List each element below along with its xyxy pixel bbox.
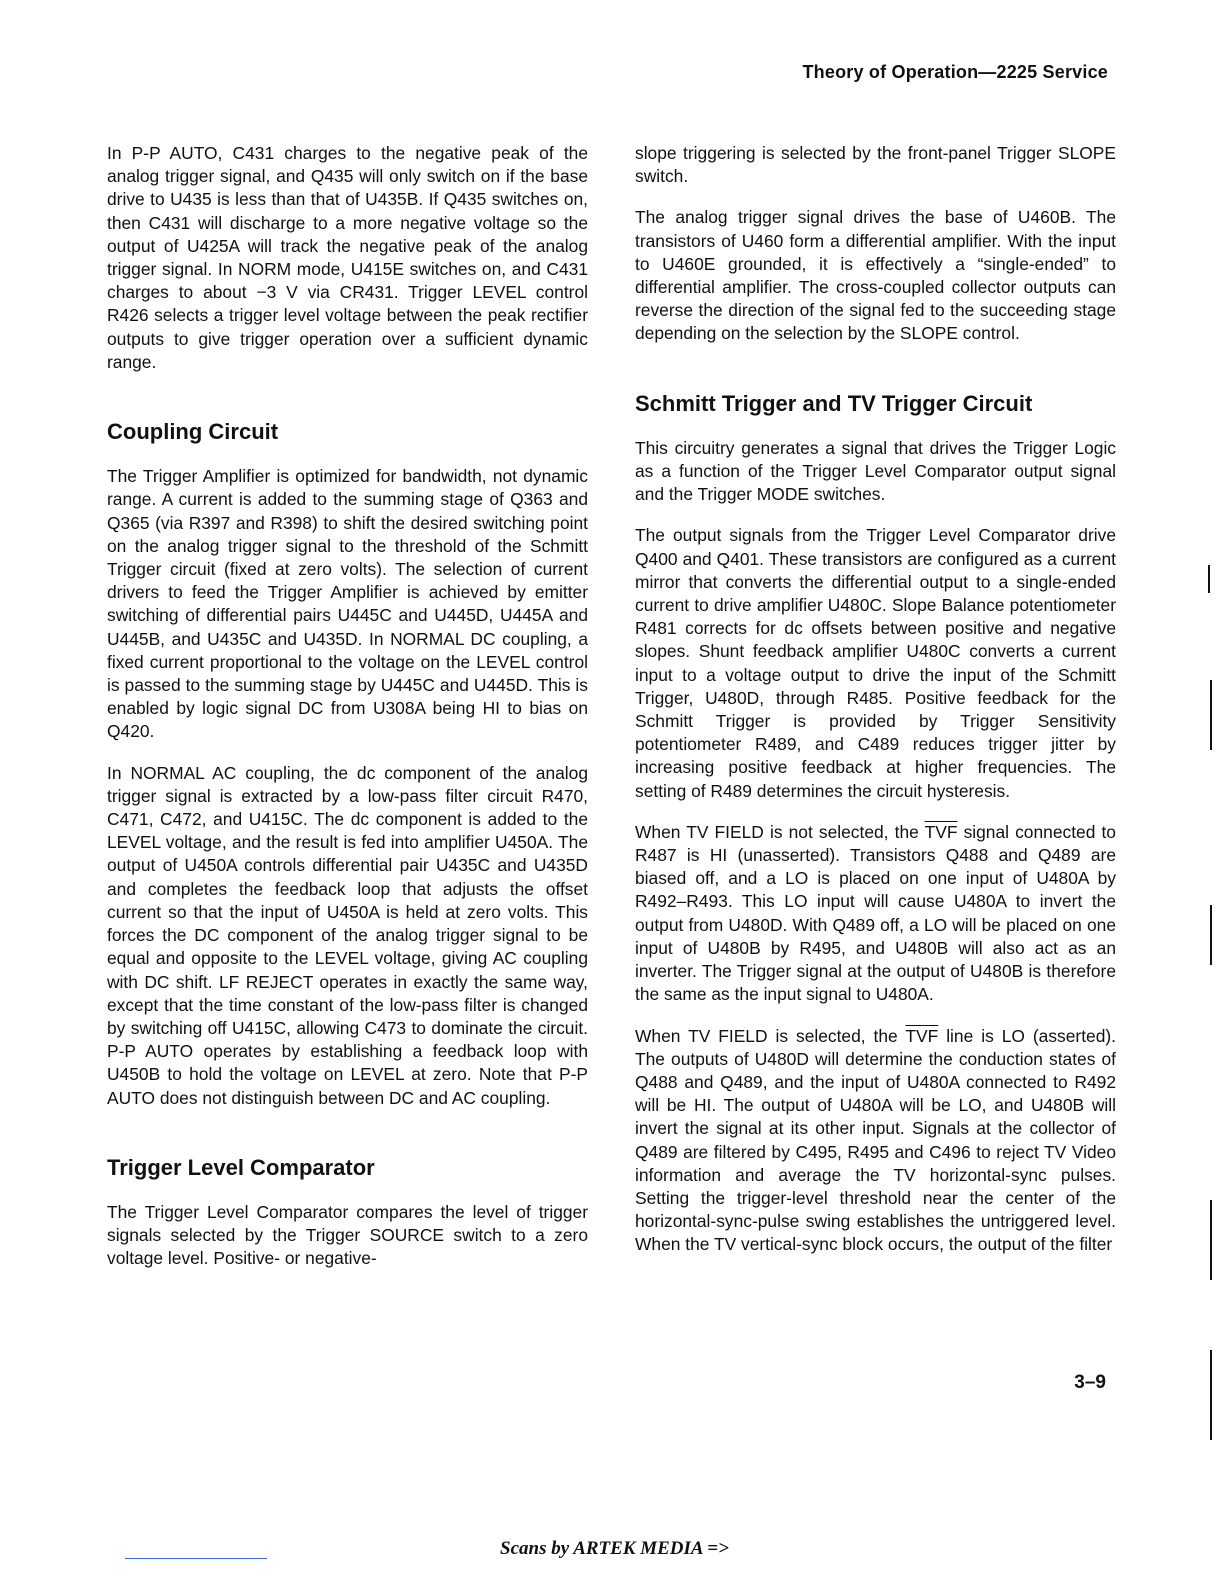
running-header-title: Theory of Operation—2225 Service <box>802 62 1108 82</box>
tv-field-paragraph-1 <box>635 821 1116 1007</box>
tv-field-p2-end: line is LO (asserted). The outputs of U480D will determine the conduction states of Q488 and Q489, and the input of U480A connected to R492 will be HI. The output of U480A will be LO, and U480B will invert the signal at its other input. Signals at the collector of Q489 are filtered by C495, R495 and C496 to reject TV Video information and average the TV horizontal-sync pulses. Setting the trigger-level threshold near the center of the horizontal-sync-pulse swing establishes the untriggered level. When the TV vertical-sync block occurs, the output of the filter <box>635 1025 1116 1255</box>
coupling-paragraph-1: The Trigger Amplifier is optimized for bandwidth, not dynamic range. A current is added to the summing stage of Q363 and Q365 (via R397 and R398) to shift the desired switching point on the analog trigger signal to the threshold of the Schmitt Trigger circuit (fixed at zero volts). The selection of current drivers to feed the Trigger Amplifier is achieved by emitter switching of differential pairs U445C and U445D, U445A and U445B, and U435C and U435D. In NORMAL DC coupling, a fixed current proportional to the voltage on the LEVEL control is passed to the summing stage by U445C and U445D. This is enabled by logic signal DC from U308A being HI to bias on Q420. <box>107 466 588 742</box>
schmitt-paragraph-1: This circuitry generates a signal that drives the Trigger Logic as a function of the Trigger Level Comparator output signal and the Trigger MODE switches. <box>635 437 1116 505</box>
page-number: 3–9 <box>1074 1372 1106 1393</box>
slope-continuation-paragraph: slope triggering is selected by the front-panel Trigger SLOPE switch. <box>635 143 1116 187</box>
intro-paragraph: In P-P AUTO, C431 charges to the negative peak of the analog trigger signal, and Q435 will only switch on if the base drive to U435 is less than that of U435B. If Q435 switches on, then C431 will discharge to a more negative voltage so the output of U425A will track the negative peak of the analog trigger signal. In NORM mode, U415E switches on, and C431 charges to about −3 V via CR431. Trigger LEVEL control R426 selects a trigger level voltage between the peak rectifier outputs to give trigger operation over a sufficient dynamic range. <box>107 143 588 372</box>
tvf-line-label: $\overline{TVF}$ <box>905 1025 939 1046</box>
margin-mark <box>1210 680 1212 750</box>
tv-field-p1-end: signal connected to R487 is HI (unasserted). Transistors Q488 and Q489 are biased off, and a LO is placed on one input of U480A by R492–R493. This LO input will cause U480A to invert the output from U480D. With Q489 off, a LO will be placed on one input of U480B by R495, and U480B will also act as an inverter. The Trigger signal at the output of U480B is therefore the same as the input signal to U480A. <box>635 821 1116 1005</box>
coupling-circuit-heading: Coupling Circuit <box>107 419 279 445</box>
footer-rule <box>125 1558 267 1559</box>
tvf-signal-label: $\overline{TVF}$ <box>924 821 958 842</box>
left-column <box>107 142 588 1289</box>
comparator-paragraph: The Trigger Level Comparator compares the level of trigger signals selected by the Trigger SOURCE switch to a zero voltage level. Positive- or negative- <box>107 1201 588 1269</box>
margin-mark <box>1210 1200 1212 1280</box>
margin-mark <box>1210 1350 1212 1440</box>
tv-field-p1-start: When TV FIELD is not selected, the <box>635 821 925 842</box>
schmitt-paragraph-2: The output signals from the Trigger Level Comparator drive Q400 and Q401. These transistors are configured as a current mirror that converts the differential output to a single-ended current to drive amplifier U480C. Slope Balance potentiometer R481 corrects for dc offsets between positive and negative slopes. Shunt feedback amplifier U480C converts a current input to a voltage output to drive the input of the Schmitt Trigger, U480D, through R485. Positive feedback for the Schmitt Trigger is provided by Trigger Sensitivity potentiometer R489, and C489 reduces trigger jitter by increasing positive feedback at higher frequencies. The setting of R489 determines the circuit hysteresis. <box>635 525 1116 801</box>
margin-mark <box>1208 565 1210 593</box>
schmitt-trigger-heading: Schmitt Trigger and TV Trigger Circuit <box>635 390 1033 416</box>
right-column <box>635 142 1116 1275</box>
tv-field-p2-start: When TV FIELD is selected, the <box>635 1025 906 1046</box>
margin-mark <box>1210 905 1212 965</box>
coupling-paragraph-2: In NORMAL AC coupling, the dc component of the analog trigger signal is extracted by a low-pass filter circuit R470, C471, C472, and U415C. The dc component is added to the LEVEL voltage, and the result is fed into amplifier U450A. The output of U450A controls differential pair U435C and U435D and completes the feedback loop that adjusts the offset current so that the input of U450A is held at zero volts. This forces the DC component of the analog trigger signal to be equal and opposite to the LEVEL voltage, giving AC coupling with DC shift. LF REJECT operates in exactly the same way, except that the time constant of the low-pass filter is changed by switching off U415C, allowing C473 to dominate the circuit. P-P AUTO operates by establishing a feedback loop with U450B to hold the voltage on LEVEL at zero. Note that P-P AUTO does not distinguish between DC and AC coupling. <box>107 762 588 1108</box>
scan-credit: Scans by ARTEK MEDIA => <box>500 1538 729 1559</box>
tv-field-paragraph-2 <box>635 1025 1116 1257</box>
trigger-level-comparator-heading: Trigger Level Comparator <box>107 1154 375 1180</box>
analog-trigger-paragraph: The analog trigger signal drives the base of U460B. The transistors of U460 form a differential amplifier. With the input to U460E grounded, it is effectively a “single-ended” to differential amplifier. The cross-coupled collector outputs can reverse the direction of the signal fed to the succeeding stage depending on the selection by the SLOPE control. <box>635 207 1116 344</box>
